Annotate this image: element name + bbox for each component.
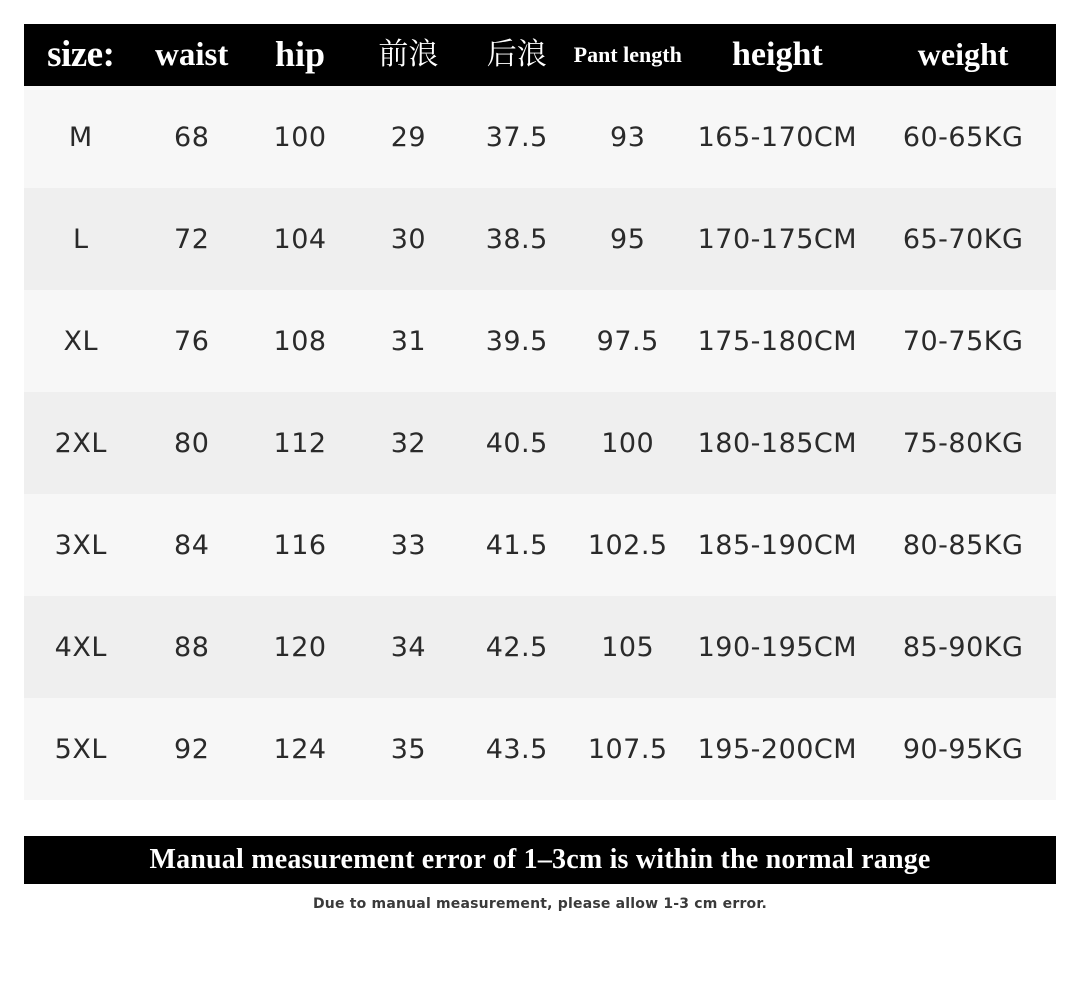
table-row xyxy=(24,494,1056,596)
cell-weight: 80-85KG xyxy=(870,494,1056,596)
cell-pant-length: 93 xyxy=(571,86,685,188)
cell-size: 2XL xyxy=(24,392,138,494)
cell-weight: 70-75KG xyxy=(870,290,1056,392)
table-row xyxy=(24,188,1056,290)
column-header-size: size: xyxy=(24,24,138,86)
cell-pant-length: 95 xyxy=(571,188,685,290)
cell-waist: 76 xyxy=(138,290,246,392)
cell-height: 170-175CM xyxy=(684,188,870,290)
cell-size: L xyxy=(24,188,138,290)
cell-back-rise: 43.5 xyxy=(463,698,571,800)
cell-hip: 112 xyxy=(246,392,354,494)
table-header-band xyxy=(24,24,1056,86)
size-table xyxy=(24,86,1056,800)
cell-pant-length: 102.5 xyxy=(571,494,685,596)
cell-weight: 90-95KG xyxy=(870,698,1056,800)
cell-hip: 120 xyxy=(246,596,354,698)
cell-hip: 108 xyxy=(246,290,354,392)
cell-waist: 68 xyxy=(138,86,246,188)
column-header-weight: weight xyxy=(870,24,1056,86)
cell-pant-length: 105 xyxy=(571,596,685,698)
cell-waist: 80 xyxy=(138,392,246,494)
cell-height: 190-195CM xyxy=(684,596,870,698)
cell-back-rise: 41.5 xyxy=(463,494,571,596)
cell-size: 5XL xyxy=(24,698,138,800)
cell-waist: 72 xyxy=(138,188,246,290)
cell-hip: 124 xyxy=(246,698,354,800)
cell-weight: 65-70KG xyxy=(870,188,1056,290)
cell-hip: 116 xyxy=(246,494,354,596)
cell-pant-length: 107.5 xyxy=(571,698,685,800)
cell-size: 4XL xyxy=(24,596,138,698)
cell-weight: 85-90KG xyxy=(870,596,1056,698)
table-row xyxy=(24,698,1056,800)
table-row xyxy=(24,392,1056,494)
cell-front-rise: 30 xyxy=(354,188,462,290)
size-chart-page xyxy=(0,24,1080,1004)
cell-waist: 84 xyxy=(138,494,246,596)
cell-front-rise: 33 xyxy=(354,494,462,596)
cell-back-rise: 39.5 xyxy=(463,290,571,392)
cell-size: XL xyxy=(24,290,138,392)
cell-back-rise: 38.5 xyxy=(463,188,571,290)
cell-waist: 92 xyxy=(138,698,246,800)
table-row xyxy=(24,86,1056,188)
cell-weight: 60-65KG xyxy=(870,86,1056,188)
cell-height: 185-190CM xyxy=(684,494,870,596)
cell-front-rise: 34 xyxy=(354,596,462,698)
cell-back-rise: 40.5 xyxy=(463,392,571,494)
cell-waist: 88 xyxy=(138,596,246,698)
cell-pant-length: 100 xyxy=(571,392,685,494)
cell-front-rise: 35 xyxy=(354,698,462,800)
cell-height: 175-180CM xyxy=(684,290,870,392)
cell-hip: 104 xyxy=(246,188,354,290)
measurement-notice: Manual measurement error of 1–3cm is within the normal range xyxy=(24,836,1056,884)
column-header-front-rise: 前浪 xyxy=(354,24,462,86)
cell-back-rise: 37.5 xyxy=(463,86,571,188)
cell-height: 165-170CM xyxy=(684,86,870,188)
cell-front-rise: 31 xyxy=(354,290,462,392)
cell-height: 180-185CM xyxy=(684,392,870,494)
cell-back-rise: 42.5 xyxy=(463,596,571,698)
cell-height: 195-200CM xyxy=(684,698,870,800)
cell-front-rise: 32 xyxy=(354,392,462,494)
column-header-back-rise: 后浪 xyxy=(463,24,571,86)
column-header-waist: waist xyxy=(138,24,246,86)
column-header-hip: hip xyxy=(246,24,354,86)
table-row xyxy=(24,290,1056,392)
column-header-pant-length: Pant length xyxy=(571,24,685,86)
cell-size: 3XL xyxy=(24,494,138,596)
cell-size: M xyxy=(24,86,138,188)
measurement-subnote: Due to manual measurement, please allow 1-3 cm error. xyxy=(312,896,767,912)
table-row xyxy=(24,596,1056,698)
cell-front-rise: 29 xyxy=(354,86,462,188)
cell-pant-length: 97.5 xyxy=(571,290,685,392)
cell-hip: 100 xyxy=(246,86,354,188)
cell-weight: 75-80KG xyxy=(870,392,1056,494)
column-header-height: height xyxy=(684,24,870,86)
